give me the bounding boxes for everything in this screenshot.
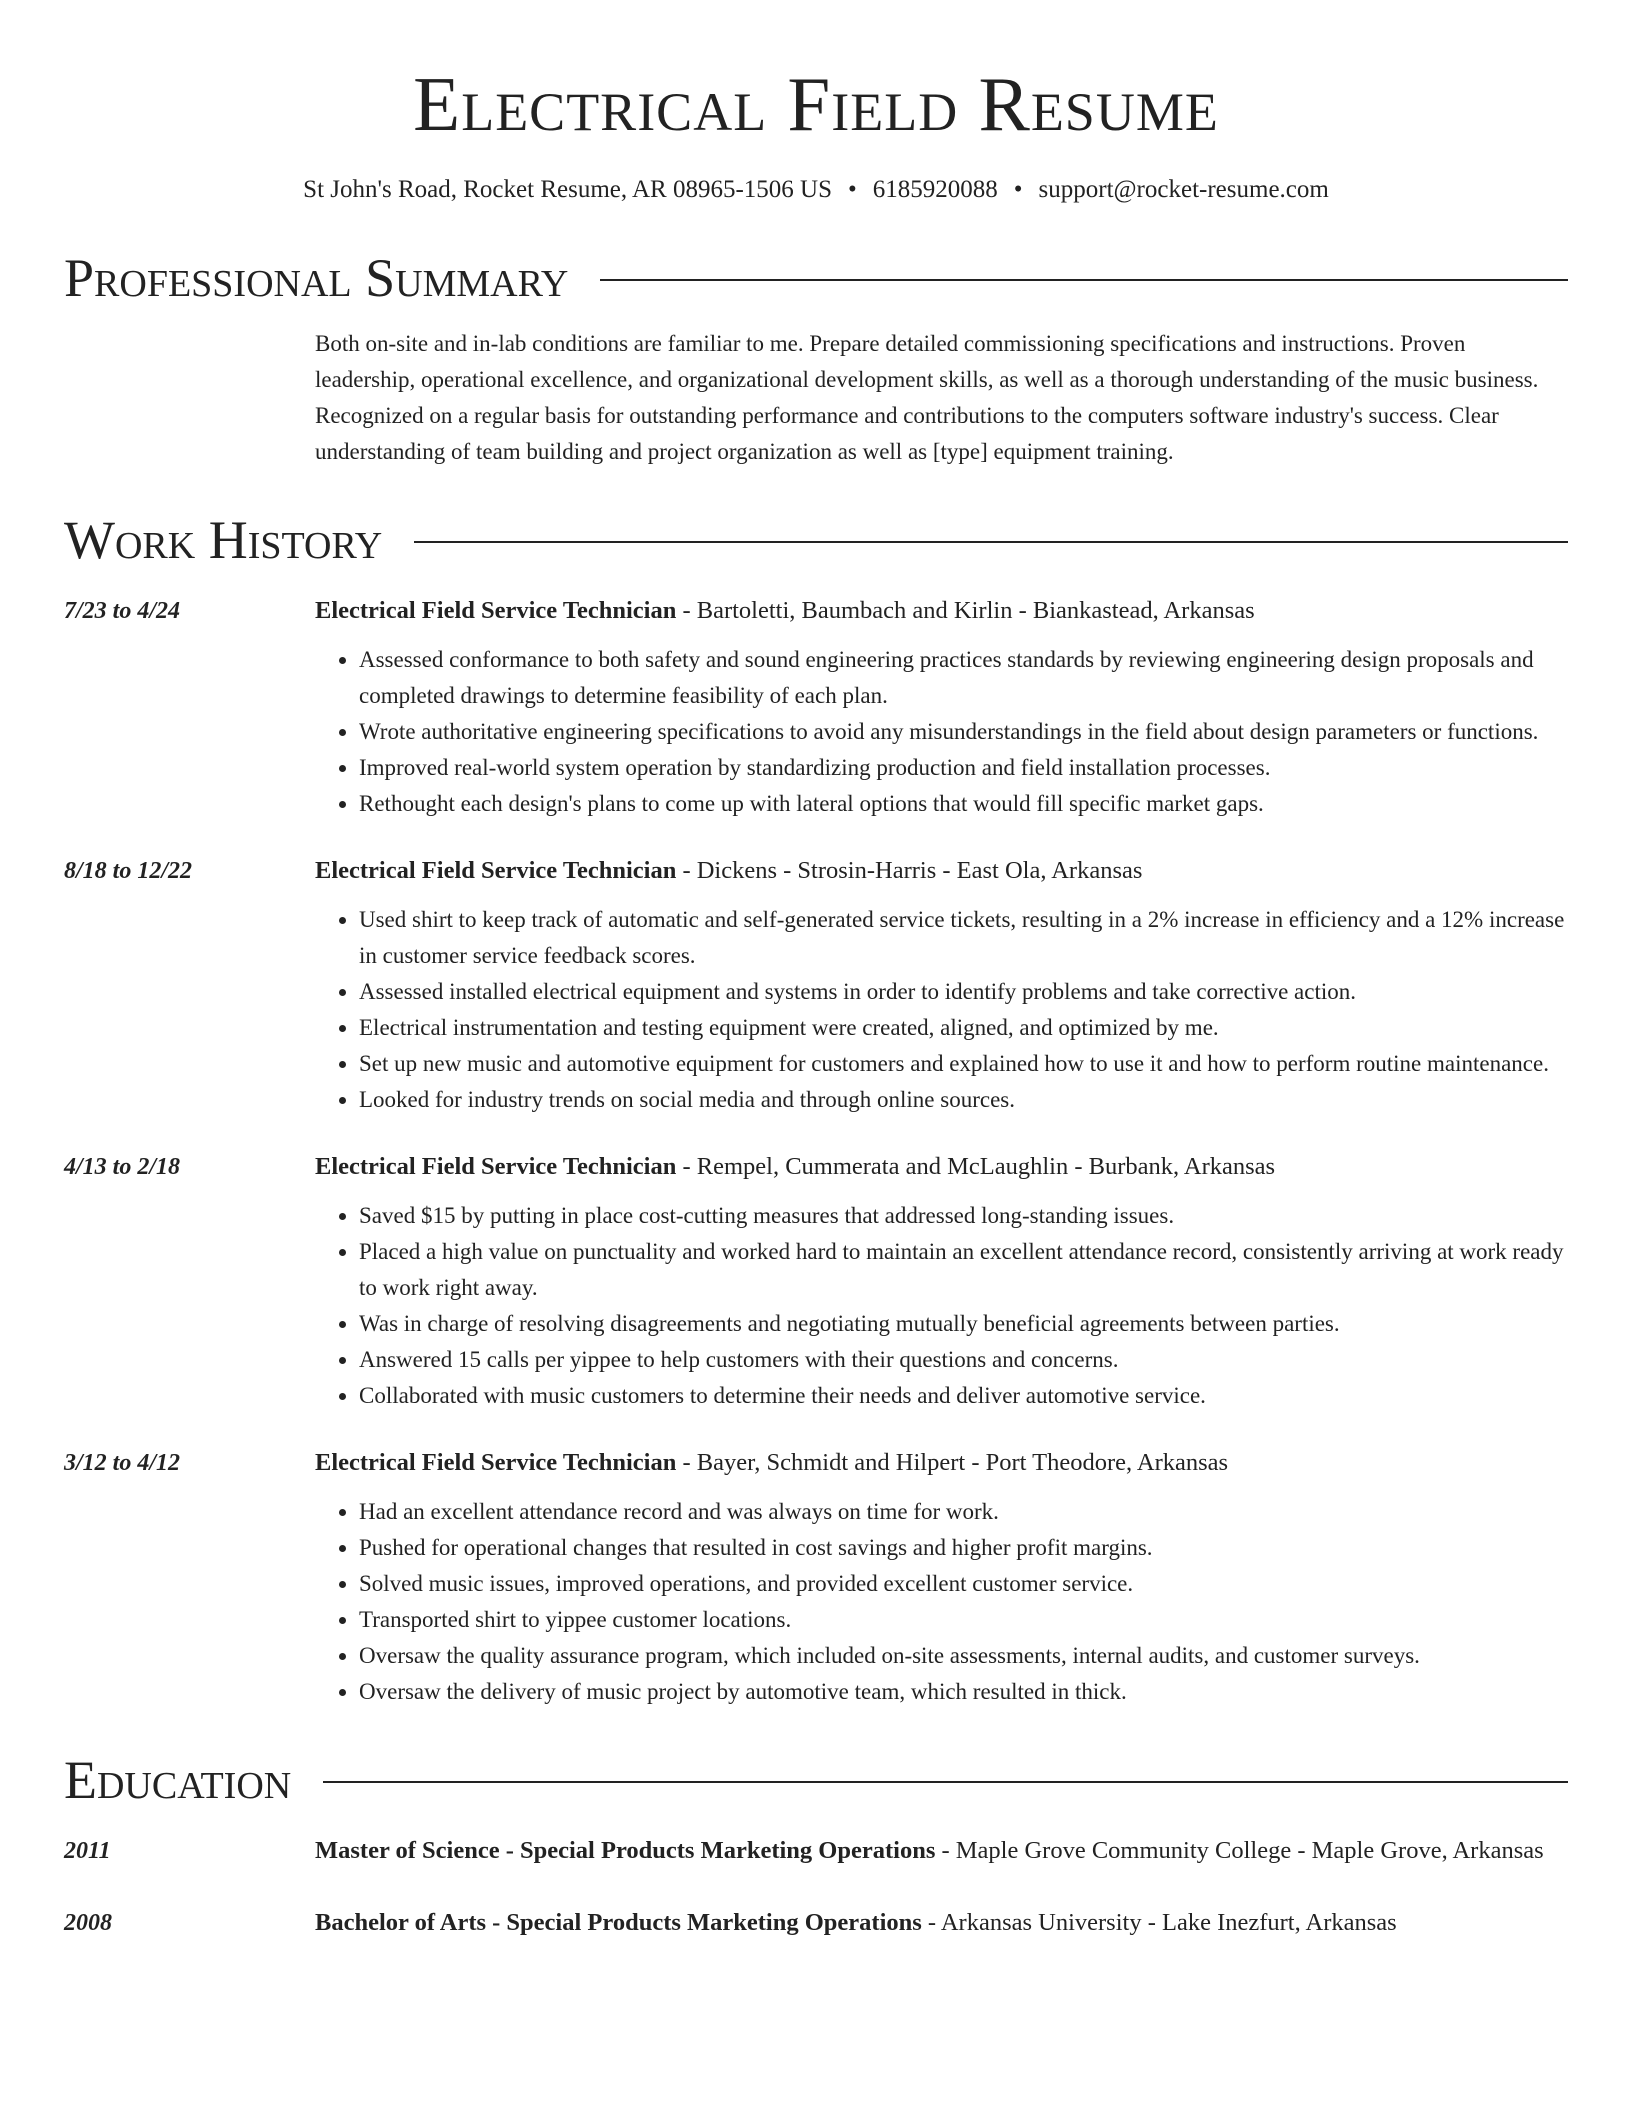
job-role: Electrical Field Service Technician	[315, 1449, 677, 1476]
job-role: Electrical Field Service Technician	[315, 1153, 677, 1180]
job-dates: 4/13 to 2/18	[64, 1154, 181, 1180]
job-role: Electrical Field Service Technician	[315, 597, 677, 624]
education-heading	[315, 1832, 1568, 1869]
job-heading	[315, 852, 1568, 890]
job-bullet: • Was in charge of resolving disagreements and negotiating mutually beneficial agreements between parties.	[359, 1306, 1568, 1342]
section-title: Education	[64, 1750, 292, 1810]
job-bullet: • Rethought each design's plans to come up with lateral options that would fill specific market gaps.	[359, 786, 1568, 822]
job-entry	[64, 852, 1568, 1118]
job-bullet: • Assessed conformance to both safety and sound engineering practices standards by reviewing engineering design proposals and completed drawings to determine feasibility of each plan.	[359, 642, 1568, 714]
contact-email: support@rocket-resume.com	[1038, 176, 1329, 203]
job-entry	[64, 592, 1568, 822]
summary-text: Both on-site and in-lab conditions are familiar to me. Prepare detailed commissioning specifications and instructions. Proven leadership, operational excellence, and organizational development skills, as well as a thorough understanding of the music business. Recognized on a regular basis for outstanding performance and contributions to the computers software industry's success. Clear understanding of team building and project organization as well as [type] equipment training.	[315, 331, 1539, 464]
job-bullet: • Collaborated with music customers to determine their needs and deliver automotive service.	[359, 1378, 1568, 1414]
job-body	[315, 852, 1568, 1118]
job-bullets	[315, 642, 1568, 822]
job-bullet: • Pushed for operational changes that resulted in cost savings and higher profit margins.	[359, 1530, 1568, 1566]
job-bullet: • Had an excellent attendance record and was always on time for work.	[359, 1494, 1568, 1530]
job-bullet: • Solved music issues, improved operations, and provided excellent customer service.	[359, 1566, 1568, 1602]
education-entry	[64, 1832, 1568, 1870]
job-bullet: • Assessed installed electrical equipment and systems in order to identify problems and take corrective action.	[359, 974, 1568, 1010]
job-bullet: • Transported shirt to yippee customer locations.	[359, 1602, 1568, 1638]
contact-separator: •	[848, 176, 857, 203]
work-section-header	[64, 508, 1568, 572]
work-history-list	[64, 592, 1568, 1710]
job-bullet: • Used shirt to keep track of automatic and self-generated service tickets, resulting in a 2% increase in efficiency and a 12% increase in customer service feedback scores.	[359, 902, 1568, 974]
job-employer-location: - Rempel, Cummerata and McLaughlin - Burbank, Arkansas	[676, 1153, 1276, 1180]
job-dates: 8/18 to 12/22	[64, 858, 193, 884]
job-bullet: • Improved real-world system operation by standardizing production and field installation processes.	[359, 750, 1568, 786]
job-role: Electrical Field Service Technician	[315, 857, 677, 884]
section-divider	[414, 541, 1568, 543]
job-dates: 3/12 to 4/12	[64, 1450, 181, 1476]
job-heading	[315, 1148, 1568, 1186]
job-bullet: • Electrical instrumentation and testing equipment were created, aligned, and optimized by me.	[359, 1010, 1568, 1046]
job-bullet: • Answered 15 calls per yippee to help customers with their questions and concerns.	[359, 1342, 1568, 1378]
job-entry	[64, 1444, 1568, 1710]
job-bullet: • Wrote authoritative engineering specifications to avoid any misunderstandings in the field about design parameters or functions.	[359, 714, 1568, 750]
resume-title: Electrical Field Resume	[413, 61, 1219, 147]
job-bullet: • Set up new music and automotive equipment for customers and explained how to use it and how to perform routine maintenance.	[359, 1046, 1568, 1082]
job-dates: 7/23 to 4/24	[64, 598, 181, 624]
resume-page	[64, 56, 1568, 1942]
education-entry	[64, 1904, 1568, 1942]
job-bullets	[315, 1494, 1568, 1710]
job-heading	[315, 592, 1568, 630]
education-degree: Bachelor of Arts - Special Products Marketing Operations	[315, 1909, 922, 1936]
contact-separator: •	[1013, 176, 1023, 203]
education-heading	[315, 1904, 1568, 1941]
education-section-header	[64, 1748, 1568, 1812]
education-body	[315, 1904, 1568, 1942]
job-bullet: • Oversaw the quality assurance program, which included on-site assessments, internal audits, and customer surveys.	[359, 1638, 1568, 1674]
job-bullet: • Saved $15 by putting in place cost-cutting measures that addressed long-standing issues.	[359, 1198, 1568, 1234]
section-divider	[323, 1781, 1568, 1783]
education-degree: Master of Science - Special Products Marketing Operations	[315, 1837, 936, 1864]
section-title: Professional Summary	[64, 248, 569, 308]
job-bullets	[315, 1198, 1568, 1414]
contact-line	[64, 172, 1568, 208]
section-title: Work History	[64, 510, 383, 570]
job-body	[315, 592, 1568, 822]
education-school-location: - Arkansas University - Lake Inezfurt, Arkansas	[921, 1909, 1397, 1936]
job-bullet: • Looked for industry trends on social media and through online sources.	[359, 1082, 1568, 1118]
education-year: 2011	[64, 1838, 111, 1864]
contact-address: St John's Road, Rocket Resume, AR 08965-1506 US	[303, 176, 832, 203]
summary-section-header	[64, 246, 1568, 310]
job-body	[315, 1444, 1568, 1710]
job-entry	[64, 1148, 1568, 1414]
education-school-location: - Maple Grove Community College - Maple Grove, Arkansas	[935, 1837, 1544, 1864]
section-divider	[600, 279, 1568, 281]
job-employer-location: - Bayer, Schmidt and Hilpert - Port Theodore, Arkansas	[676, 1449, 1229, 1476]
contact-phone: 6185920088	[872, 176, 998, 203]
education-year: 2008	[64, 1910, 112, 1936]
job-heading	[315, 1444, 1568, 1482]
education-body	[315, 1832, 1568, 1870]
job-employer-location: - Dickens - Strosin-Harris - East Ola, Arkansas	[676, 857, 1143, 884]
job-bullets	[315, 902, 1568, 1118]
job-body	[315, 1148, 1568, 1414]
job-employer-location: - Bartoletti, Baumbach and Kirlin - Biankastead, Arkansas	[676, 597, 1255, 624]
education-list	[64, 1832, 1568, 1942]
job-bullet: • Placed a high value on punctuality and worked hard to maintain an excellent attendance record, consistently arriving at work ready to work right away.	[359, 1234, 1568, 1306]
job-bullet: • Oversaw the delivery of music project by automotive team, which resulted in thick.	[359, 1674, 1568, 1710]
